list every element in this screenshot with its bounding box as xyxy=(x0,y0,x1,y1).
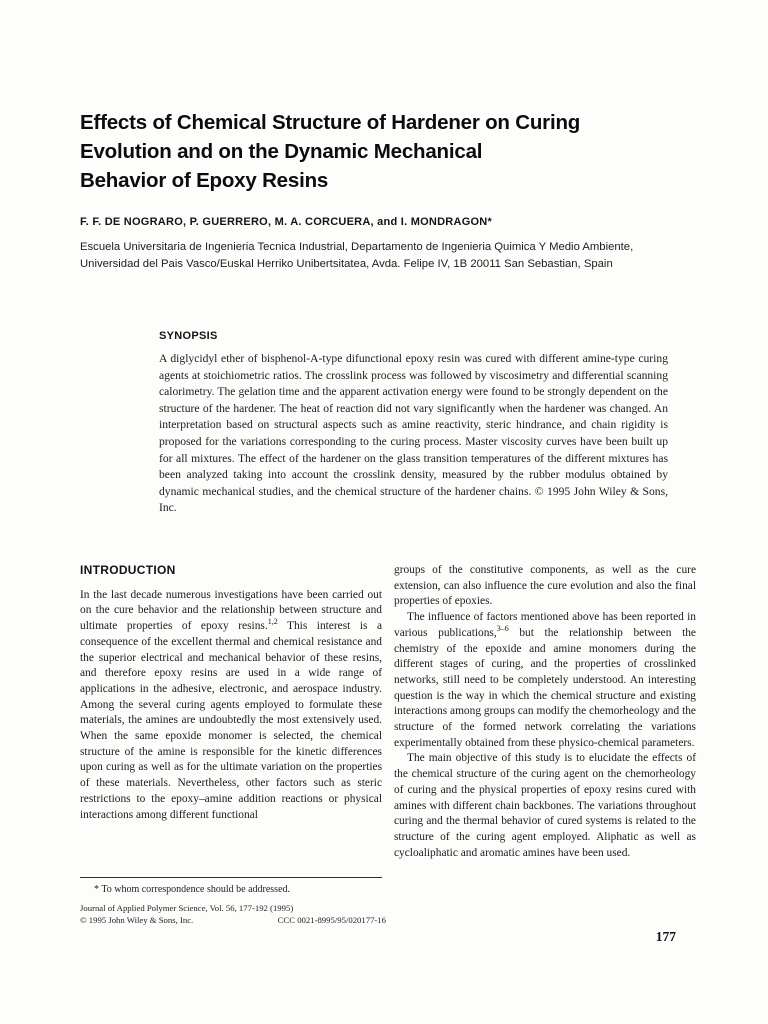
introduction-paragraph-3: The main objective of this study is to elucidate the effects of the chemical structure of the curing agent on the chemorheology of curing and the physical properties of epoxy resins cured with amines with different chain backbones. The variations throughout curing and the thermal behavior of cured systems is related to the structure of the curing agent employed. Aliphatic as well as cycloaliphatic and aromatic amines have been used. xyxy=(394,752,696,859)
intro-p2-text-after-ref: but the relationship between the chemistry of the epoxide and amine monomers during the different stages of curing, and the properties of crosslinked networks, still need to be completely understood. An interesting question is the way in which the chemical structure and existing interactions among groups can modify the chemorheology and the structure of the formed network correlating the variations experimentally obtained from these physico-chemical parameters. xyxy=(394,626,696,749)
article-title-line-1: Effects of Chemical Structure of Hardener on Curing xyxy=(80,111,581,134)
synopsis-section xyxy=(159,330,668,517)
introduction-columns xyxy=(80,563,696,873)
introduction-paragraph-2 xyxy=(394,610,696,751)
copyright-ccc-line xyxy=(80,914,386,926)
left-column xyxy=(80,563,382,873)
introduction-paragraph-1 xyxy=(80,588,382,824)
introduction-paragraph-1-continued: groups of the constitutive components, as well as the cure extension, can also influence the cure evolution and also the final properties of epoxies. xyxy=(394,564,696,608)
footnote-divider xyxy=(80,877,382,878)
intro-p2-text-before-ref: The influence of factors mentioned above has been reported in various publications, xyxy=(394,611,696,639)
authors-line: F. F. DE NOGRARO, P. GUERRERO, M. A. CORCUERA, and I. MONDRAGON* xyxy=(80,216,493,228)
citation-ref-3-6: 3–6 xyxy=(496,624,509,634)
right-column xyxy=(394,563,696,873)
synopsis-heading: SYNOPSIS xyxy=(159,330,218,342)
affiliation-line-2: Universidad del Pais Vasco/Euskal Herriko Unibertsitatea, Avda. Felipe IV, 1B 20011 San Sebastian, Spain xyxy=(80,258,613,270)
page-number: 177 xyxy=(655,929,676,944)
correspondence-footnote: * To whom correspondence should be addressed. xyxy=(94,884,291,895)
journal-citation-line: Journal of Applied Polymer Science, Vol. 56, 177-192 (1995) xyxy=(80,903,294,913)
article-title xyxy=(80,108,640,195)
affiliation xyxy=(80,239,680,273)
ccc-code: CCC 0021-8995/95/020177-16 xyxy=(277,915,386,925)
citation-ref-1-2: 1,2 xyxy=(267,617,278,627)
synopsis-body: A diglycidyl ether of bisphenol-A-type difunctional epoxy resin was cured with different amine-type curing agents at stoichiometric ratios. The crosslink process was followed by viscosimetry and differential scanning calorimetry. The gelation time and the apparent activation energy were found to be strongly dependent on the structure of the hardener. The heat of reaction did not vary significantly when the hardener was changed. An interpretation based on structural aspects such as amine reactivity, steric hindrance, and chain rigidity is proposed for the variations corresponding to the curing process. Master viscosity curves have been built up for all mixtures. The effect of the hardener on the glass transition temperatures of the different mixtures has been analyzed taking into account the crosslink density, measured by the rubber modulus obtained by dynamic mechanical studies, and the chemical structure of the hardener chains. © 1995 John Wiley & Sons, Inc. xyxy=(159,352,668,515)
article-title-line-3: Behavior of Epoxy Resins xyxy=(80,169,329,192)
affiliation-line-1: Escuela Universitaria de Ingenieria Tecnica Industrial, Departamento de Ingenieria Quimica Y Medio Ambiente, xyxy=(80,241,634,253)
intro-p1-text-before-ref: In the last decade numerous investigations have been carried out on the cure behavior and the relationship between structure and ultimate properties of epoxy resins. xyxy=(80,588,382,633)
article-title-line-2: Evolution and on the Dynamic Mechanical xyxy=(80,140,483,163)
copyright-notice: © 1995 John Wiley & Sons, Inc. xyxy=(80,915,194,925)
introduction-heading: INTRODUCTION xyxy=(80,563,176,577)
footnote-block xyxy=(80,877,386,926)
intro-p1-text-after-ref: This interest is a consequence of the excellent thermal and chemical resistance and the superior electrical and mechanical behavior of these resins, and therefore epoxy resins are used in a wide range of applications in the adhesive, electronic, and aerospace industry. Among the several curing agents employed to formulate these materials, the amines are undoubtedly the most extensively used. When the same epoxide monomer is selected, the chemical structure of the amine is responsible for the kinetic differences upon curing as well as for the ultimate variation on the properties of these materials. Nevertheless, other factors such as steric restrictions to the epoxy–amine addition reactions or physical interactions among different functional xyxy=(80,620,382,821)
